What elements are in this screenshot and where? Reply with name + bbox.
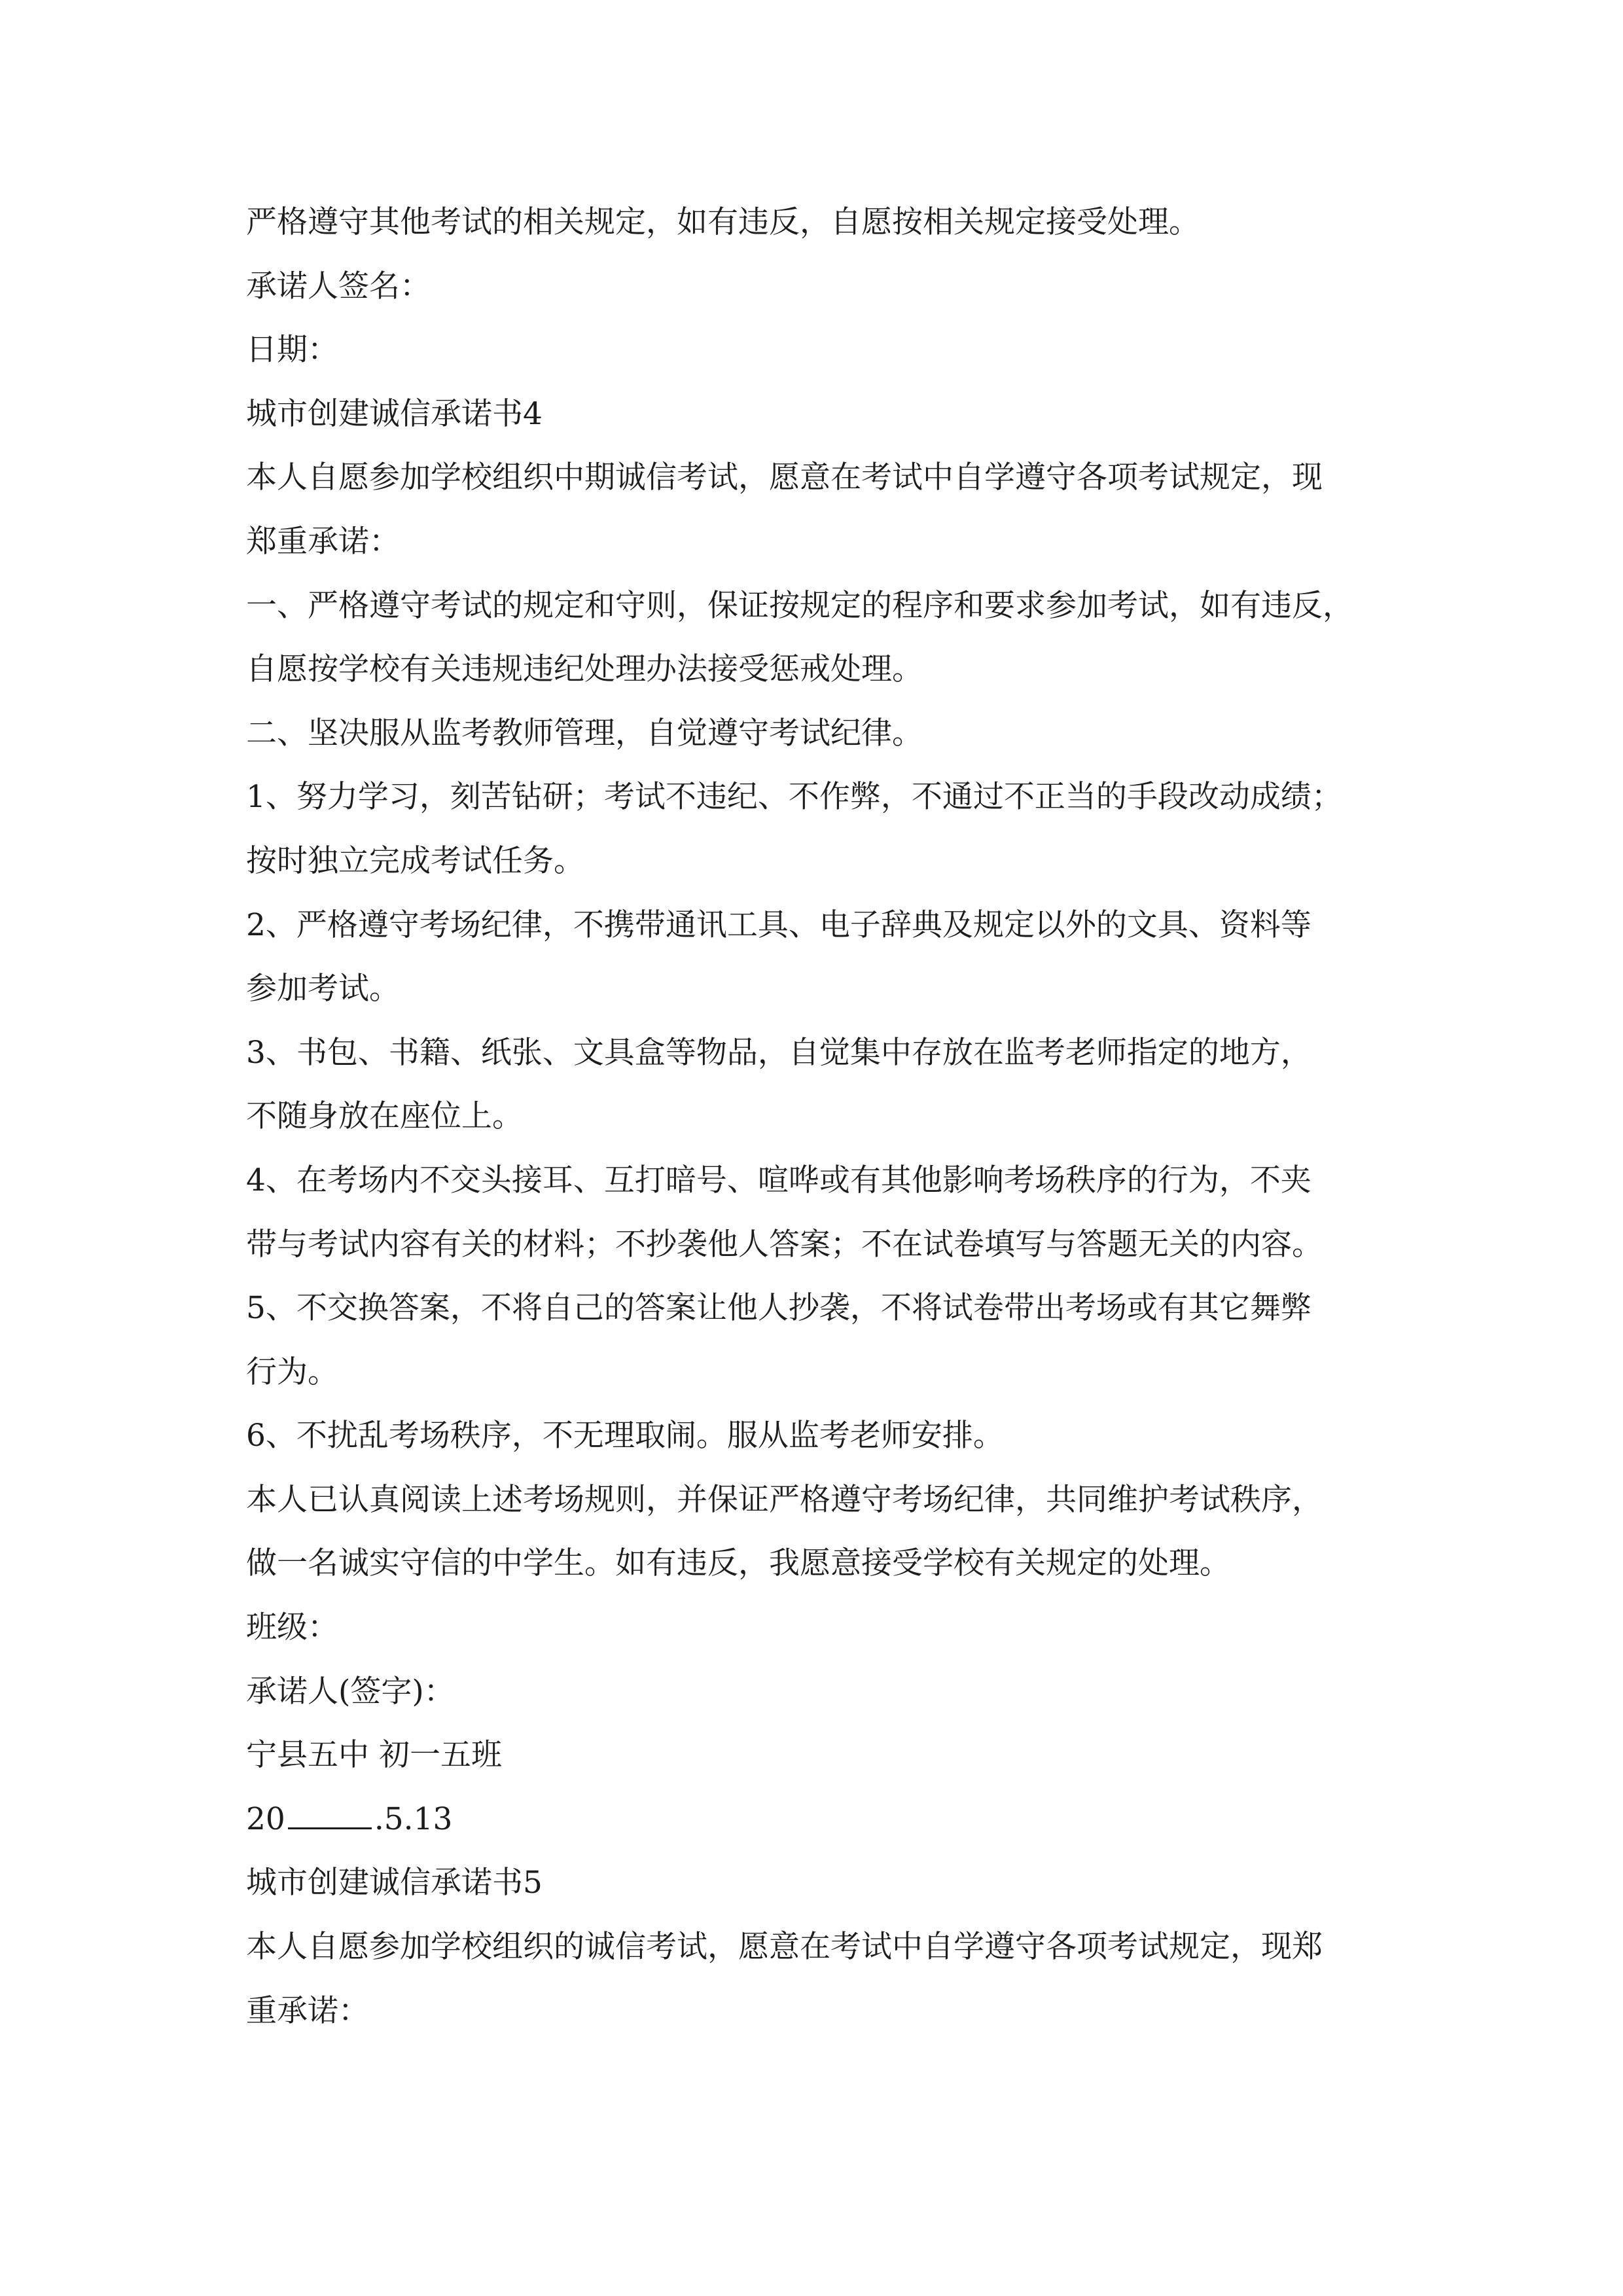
text-line: 自愿按学校有关违规违纪处理办法接受惩戒处理。: [246, 651, 923, 688]
text-line: 带与考试内容有关的材料；不抄袭他人答案；不在试卷填写与答题无关的内容。: [246, 1226, 1323, 1263]
date-prefix: 20: [246, 1801, 285, 1837]
text-line: 本人已认真阅读上述考场规则，并保证严格遵守考场纪律，共同维护考试秩序，: [246, 1481, 1323, 1518]
text-line: 本人自愿参加学校组织中期诚信考试，愿意在考试中自学遵守各项考试规定，现: [246, 459, 1323, 496]
text-line: 参加考试。: [246, 971, 400, 1007]
text-line: 4、在考场内不交头接耳、互打暗号、喧哗或有其他影响考场秩序的行为，不夹: [246, 1162, 1311, 1198]
date-suffix: .5.13: [374, 1801, 453, 1837]
text-line: 行为。: [246, 1354, 338, 1390]
text-line: 2、严格遵守考场纪律，不携带通讯工具、电子辞典及规定以外的文具、资料等: [246, 906, 1311, 943]
text-line: 重承诺：: [246, 1992, 369, 2029]
section-title-4: 城市创建诚信承诺书4: [246, 395, 543, 432]
text-line: 本人自愿参加学校组织的诚信考试，愿意在考试中自学遵守各项考试规定，现郑: [246, 1929, 1323, 1965]
document-body: [246, 202, 1398, 2054]
text-line: 二、坚决服从监考教师管理，自觉遵守考试纪律。: [246, 715, 923, 751]
text-line: 一、严格遵守考试的规定和守则，保证按规定的程序和要求参加考试，如有违反，: [246, 587, 1353, 624]
text-line: 严格遵守其他考试的相关规定，如有违反，自愿按相关规定接受处理。: [246, 204, 1200, 240]
text-line: 按时独立完成考试任务。: [246, 842, 584, 879]
text-line: 6、不扰乱考场秩序，不无理取闹。服从监考老师安排。: [246, 1418, 1004, 1454]
section-title-5: 城市创建诚信承诺书5: [246, 1865, 543, 1901]
text-line: 郑重承诺：: [246, 523, 400, 560]
date-label: 日期：: [246, 332, 338, 368]
date-line: [246, 1799, 1398, 1863]
signature-label: 承诺人签名：: [246, 268, 431, 304]
date-blank-underline: [288, 1803, 372, 1829]
text-line: 3、书包、书籍、纸张、文具盒等物品，自觉集中存放在监考老师指定的地方，: [246, 1034, 1311, 1071]
text-line: 做一名诚实守信的中学生。如有违反，我愿意接受学校有关规定的处理。: [246, 1545, 1230, 1582]
text-line: 5、不交换答案，不将自己的答案让他人抄袭，不将试卷带出考场或有其它舞弊: [246, 1290, 1311, 1327]
text-line: 1、努力学习，刻苦钻研；考试不违纪、不作弊，不通过不正当的手段改动成绩；: [246, 779, 1342, 816]
class-label: 班级：: [246, 1609, 338, 1646]
text-line: 不随身放在座位上。: [246, 1098, 523, 1135]
school-class-line: 宁县五中 初一五班: [246, 1737, 502, 1774]
signatory-label: 承诺人(签字)：: [246, 1673, 455, 1710]
